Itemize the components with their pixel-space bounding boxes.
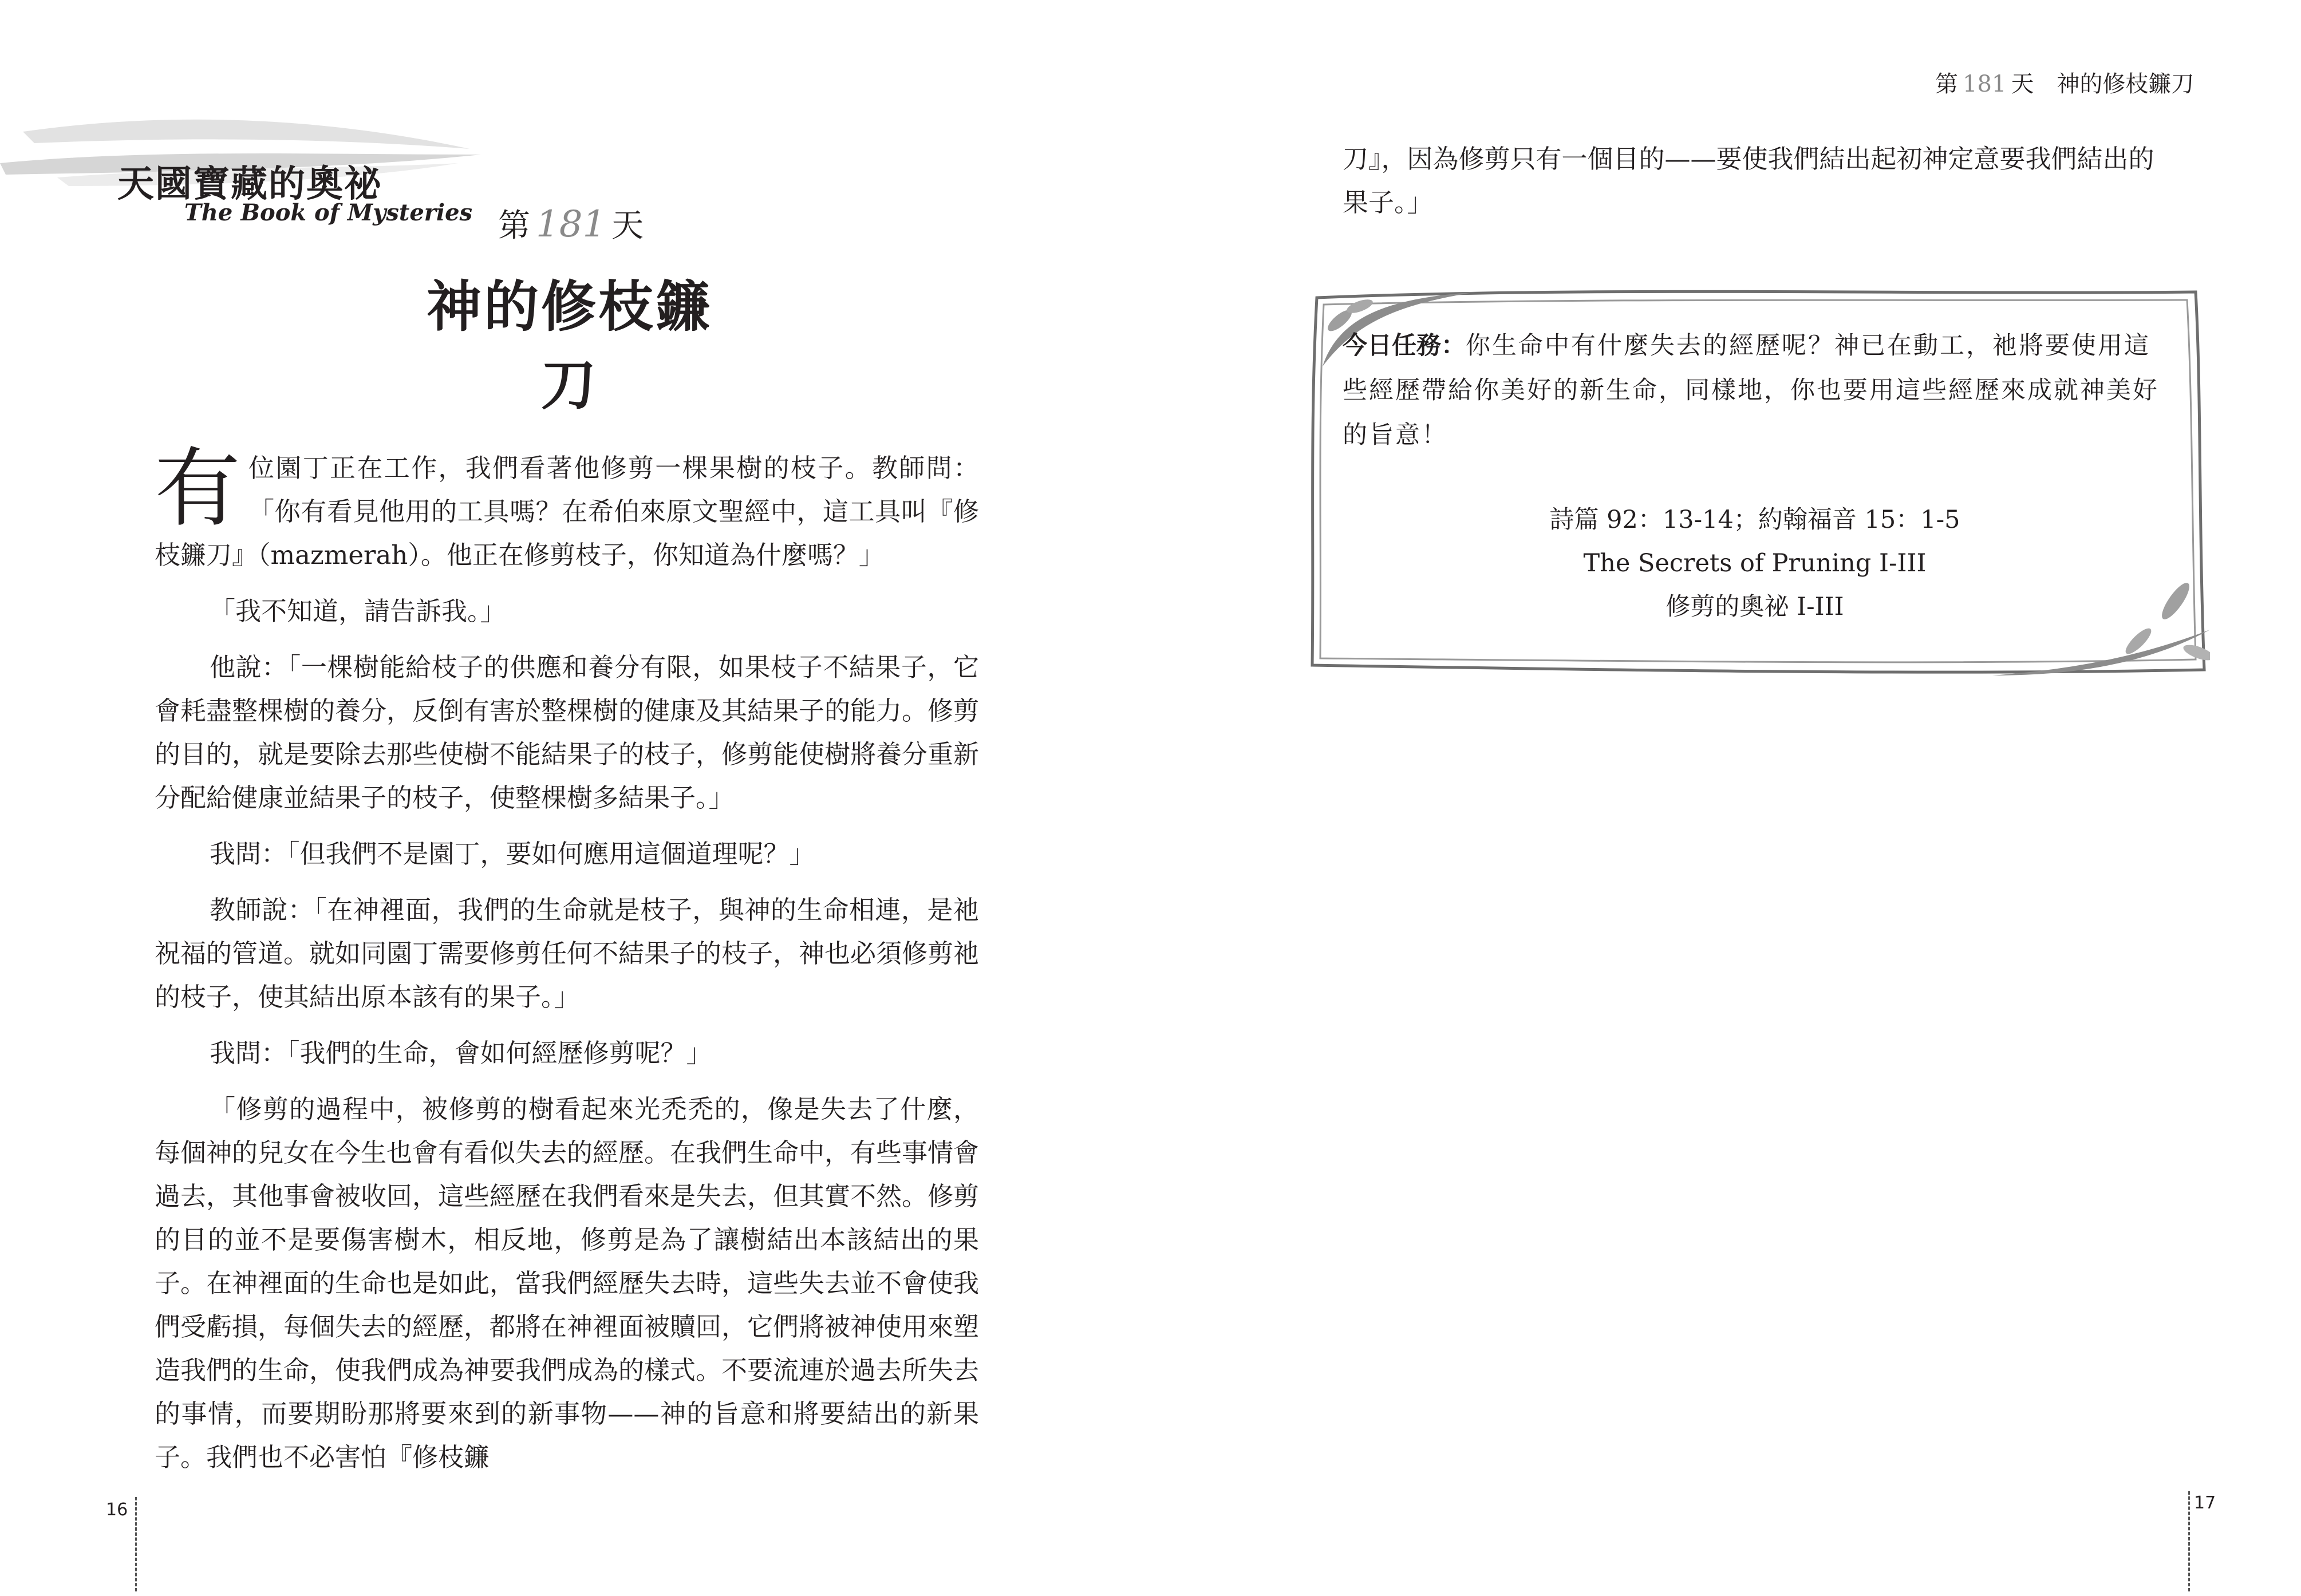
day-heading <box>498 200 644 246</box>
day-suffix: 天 <box>611 207 644 244</box>
reference-line-2: The Secrets of Pruning I-III <box>1583 549 1927 578</box>
book-title-en: The Book of Mysteries <box>184 199 473 226</box>
crop-mark-right <box>2188 1491 2190 1591</box>
leaf-branch-bottom-right <box>1992 630 2210 675</box>
paragraph-1: 有位園丁正在工作，我們看著他修剪一棵果樹的枝子。教師問：「你有看見他用的工具嗎？在希伯來原文聖經中，這工具叫『修枝鐮刀』（mazmerah）。他正在修剪枝子，你知道為什麼嗎？」 <box>155 439 979 570</box>
paragraph-7: 「修剪的過程中，被修剪的樹看起來光禿禿的，像是失去了什麼，每個神的兒女在今生也會有看似失去的經歷。在我們生命中，有些事情會過去，其他事會被收回，這些經歷在我們看來是失去，但其實不然。修剪的目的並不是要傷害樹木，相反地，修剪是為了讓樹結出本該結出的果子。在神裡面的生命也是如此，當我們經歷失去時，這些失去並不會使我們受虧損，每個失去的經歷，都將在神裡面被贖回，它們將被神使用來塑造我們的生命，使我們成為神要我們成為的樣式。不要流連於過去所失去的事情，而要期盼那將要來到的新事物——神的旨意和將要結出的新果子。我們也不必害怕『修枝鐮 <box>155 1094 980 1472</box>
running-head-day-number: 181 <box>1963 71 2007 97</box>
paragraph-2: 「我不知道，請告訴我。」 <box>210 596 506 626</box>
task-label: 今日任務： <box>1343 331 1466 360</box>
chapter-title: 神的修枝鐮刀 <box>427 275 713 417</box>
paragraph-5: 教師說：「在神裡面，我們的生命就是枝子，與神的生命相連，是祂祝福的管道。就如同園丁需要修剪任何不結果子的枝子，神也必須修剪祂的枝子，使其結出原本該有的果子。」 <box>155 895 980 1012</box>
task-body: 你生命中有什麼失去的經歷呢？神已在動工，祂將要使用這些經歷帶給你美好的新生命，同樣地，你也要用這些經歷來成就神美好的旨意！ <box>1343 331 2159 449</box>
paragraph-4: 我問：「但我們不是園丁，要如何應用這個道理呢？」 <box>210 839 815 869</box>
paragraph-3: 他說：「一棵樹能給枝子的供應和養分有限，如果枝子不結果子，它會耗盡整棵樹的養分，反倒有害於整棵樹的健康及其結果子的能力。修剪的目的，就是要除去那些使樹不能結果子的枝子，修剪能使樹將養分重新分配給健康並結果子的枝子，使整棵樹多結果子。」 <box>155 652 980 813</box>
book-logo <box>0 69 492 226</box>
day-prefix: 第 <box>498 207 530 244</box>
daily-task-text <box>1343 323 2167 457</box>
page-number-right: 17 <box>2194 1493 2216 1513</box>
page-number-left: 16 <box>106 1500 128 1520</box>
crop-mark-left <box>135 1497 137 1591</box>
reference-line-1: 詩篇 92：13-14；約翰福音 15：1-5 <box>1549 505 1960 534</box>
running-head: 第 181 天 神的修枝鐮刀 <box>1935 71 2195 97</box>
paragraph-6: 我問：「我們的生命，會如何經歷修剪呢？」 <box>210 1038 712 1068</box>
day-number: 181 <box>536 203 606 246</box>
continued-text: 刀』，因為修剪只有一個目的——要使我們結出起初神定意要我們結出的果子。」 <box>1343 144 2154 218</box>
drop-cap: 有 <box>155 439 241 539</box>
scripture-references <box>1343 498 2167 629</box>
book-title-cn: 天國寶藏的奧祕 <box>117 163 382 206</box>
reference-line-3: 修剪的奧祕 I-III <box>1665 592 1844 621</box>
main-body-text <box>155 439 980 1492</box>
